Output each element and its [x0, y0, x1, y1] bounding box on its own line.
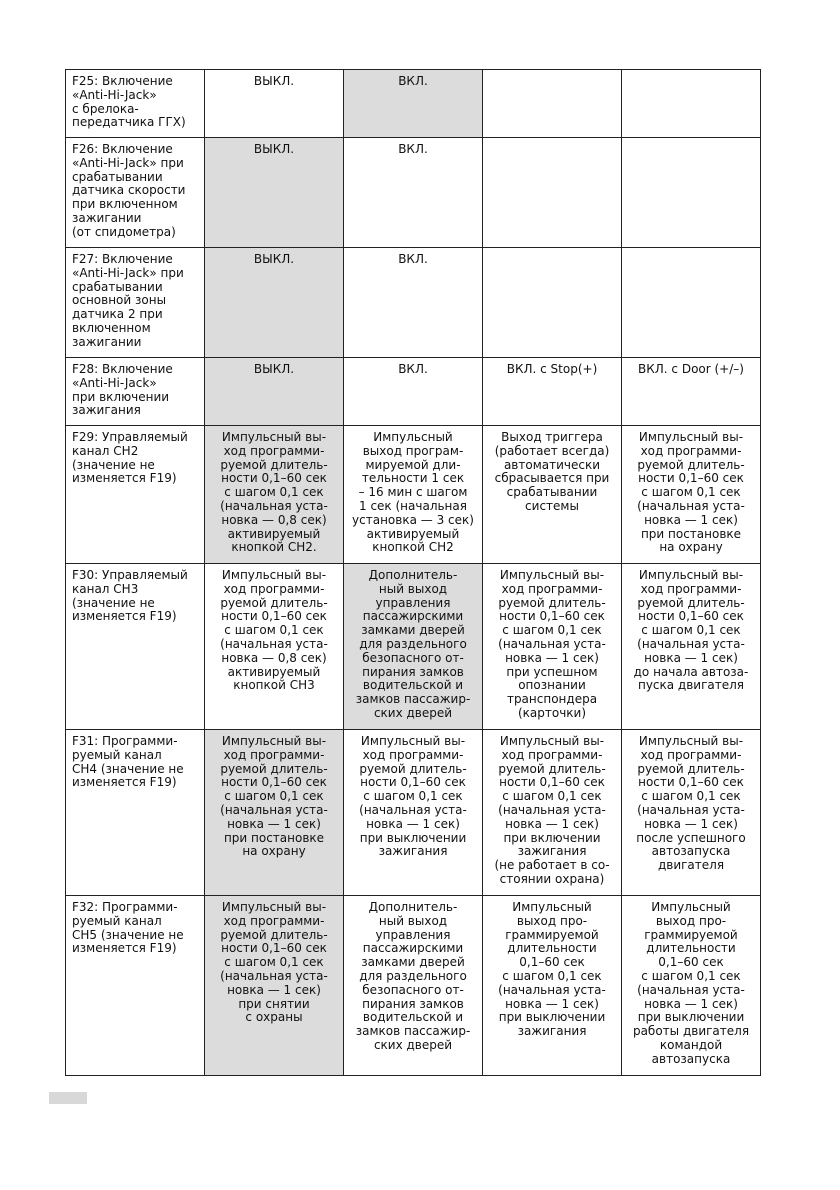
- option-cell: ВЫКЛ.: [205, 358, 344, 426]
- option-cell: Импульсный вы- ход программи- руемой длитель- ности 0,1–60 сек с шагом 0,1 сек (начальная уста- новка — 1 сек) при успешном опознании транспондера (карточки): [483, 564, 622, 730]
- option-cell: Импульсный вы- ход программи- руемой длитель- ности 0,1–60 сек с шагом 0,1 сек (начальная уста- новка — 1 сек) при постановке на охрану: [622, 426, 761, 564]
- option-cell: [622, 138, 761, 248]
- settings-table: [65, 69, 761, 1076]
- option-cell: Импульсный выход про- граммируемой длительности 0,1–60 сек с шагом 0,1 сек (начальная уста- новка — 1 сек) при выключении работы двигателя командой автозапуска: [622, 896, 761, 1076]
- function-cell: F27: Включение «Anti-Hi-Jack» при срабатывании основной зоны датчика 2 при включенном зажигании: [66, 248, 205, 358]
- table-row: [66, 138, 761, 248]
- option-cell: Импульсный вы- ход программи- руемой длитель- ности 0,1–60 сек с шагом 0,1 сек (начальная уста- новка — 0,8 сек) активируемый кнопкой CH2.: [205, 426, 344, 564]
- option-cell: Импульсный выход про- граммируемой длительности 0,1–60 сек с шагом 0,1 сек (начальная уста- новка — 1 сек) при выключении зажигания: [483, 896, 622, 1076]
- function-cell: F32: Программи- руемый канал CH5 (значение не изменяется F19): [66, 896, 205, 1076]
- option-cell: ВЫКЛ.: [205, 138, 344, 248]
- function-cell: F29: Управляемый канал CH2 (значение не изменяется F19): [66, 426, 205, 564]
- option-cell: ВКЛ.: [344, 358, 483, 426]
- function-cell: F30: Управляемый канал CH3 (значение не изменяется F19): [66, 564, 205, 730]
- option-cell: [483, 70, 622, 138]
- table-row: [66, 358, 761, 426]
- option-cell: Выход триггера (работает всегда) автоматически сбрасывается при срабатывании системы: [483, 426, 622, 564]
- option-cell: ВКЛ.: [344, 248, 483, 358]
- option-cell: [483, 248, 622, 358]
- function-cell: F26: Включение «Anti-Hi-Jack» при срабатывании датчика скорости при включенном зажигании (от спидометра): [66, 138, 205, 248]
- table-row: [66, 730, 761, 896]
- option-cell: Импульсный вы- ход программи- руемой длитель- ности 0,1–60 сек с шагом 0,1 сек (начальная уста- новка — 0,8 сек) активируемый кнопкой CH3: [205, 564, 344, 730]
- option-cell: ВКЛ. с Door (+/–): [622, 358, 761, 426]
- option-cell: [483, 138, 622, 248]
- option-cell: Импульсный выход програм- мируемой дли- тельности 1 сек – 16 мин с шагом 1 сек (начальная установка — 3 сек) активируемый кнопкой CH2: [344, 426, 483, 564]
- table-row: [66, 896, 761, 1076]
- table-row: [66, 70, 761, 138]
- page-number-tab: [49, 1092, 87, 1104]
- option-cell: Дополнитель- ный выход управления пассажирскими замками дверей для раздельного безопасного от- пирания замков водительской и замков пассажир- ских дверей: [344, 564, 483, 730]
- option-cell: ВЫКЛ.: [205, 70, 344, 138]
- option-cell: Импульсный вы- ход программи- руемой длитель- ности 0,1–60 сек с шагом 0,1 сек (начальная уста- новка — 1 сек) до начала автоза- пуска двигателя: [622, 564, 761, 730]
- table-row: [66, 426, 761, 564]
- table-row: [66, 564, 761, 730]
- option-cell: Импульсный вы- ход программи- руемой длитель- ности 0,1–60 сек с шагом 0,1 сек (начальная уста- новка — 1 сек) при выключении зажигания: [344, 730, 483, 896]
- function-cell: F25: Включение «Anti-Hi-Jack» с брелока- передатчика ГГХ): [66, 70, 205, 138]
- option-cell: ВКЛ.: [344, 138, 483, 248]
- option-cell: Импульсный вы- ход программи- руемой длитель- ности 0,1–60 сек с шагом 0,1 сек (начальная уста- новка — 1 сек) при постановке на охрану: [205, 730, 344, 896]
- option-cell: [622, 248, 761, 358]
- option-cell: ВКЛ.: [344, 70, 483, 138]
- option-cell: Импульсный вы- ход программи- руемой длитель- ности 0,1–60 сек с шагом 0,1 сек (начальная уста- новка — 1 сек) при снятии с охраны: [205, 896, 344, 1076]
- settings-table-body: [66, 70, 761, 1076]
- option-cell: ВКЛ. с Stop(+): [483, 358, 622, 426]
- option-cell: ВЫКЛ.: [205, 248, 344, 358]
- option-cell: Импульсный вы- ход программи- руемой длитель- ности 0,1–60 сек с шагом 0,1 сек (начальная уста- новка — 1 сек) при включении зажигания (не работает в со- стоянии охрана): [483, 730, 622, 896]
- function-cell: F31: Программи- руемый канал CH4 (значение не изменяется F19): [66, 730, 205, 896]
- function-cell: F28: Включение «Anti-Hi-Jack» при включении зажигания: [66, 358, 205, 426]
- option-cell: Импульсный вы- ход программи- руемой длитель- ности 0,1–60 сек с шагом 0,1 сек (начальная уста- новка — 1 сек) после успешного автозапуска двигателя: [622, 730, 761, 896]
- option-cell: Дополнитель- ный выход управления пассажирскими замками дверей для раздельного безопасного от- пирания замков водительской и замков пассажир- ских дверей: [344, 896, 483, 1076]
- option-cell: [622, 70, 761, 138]
- table-row: [66, 248, 761, 358]
